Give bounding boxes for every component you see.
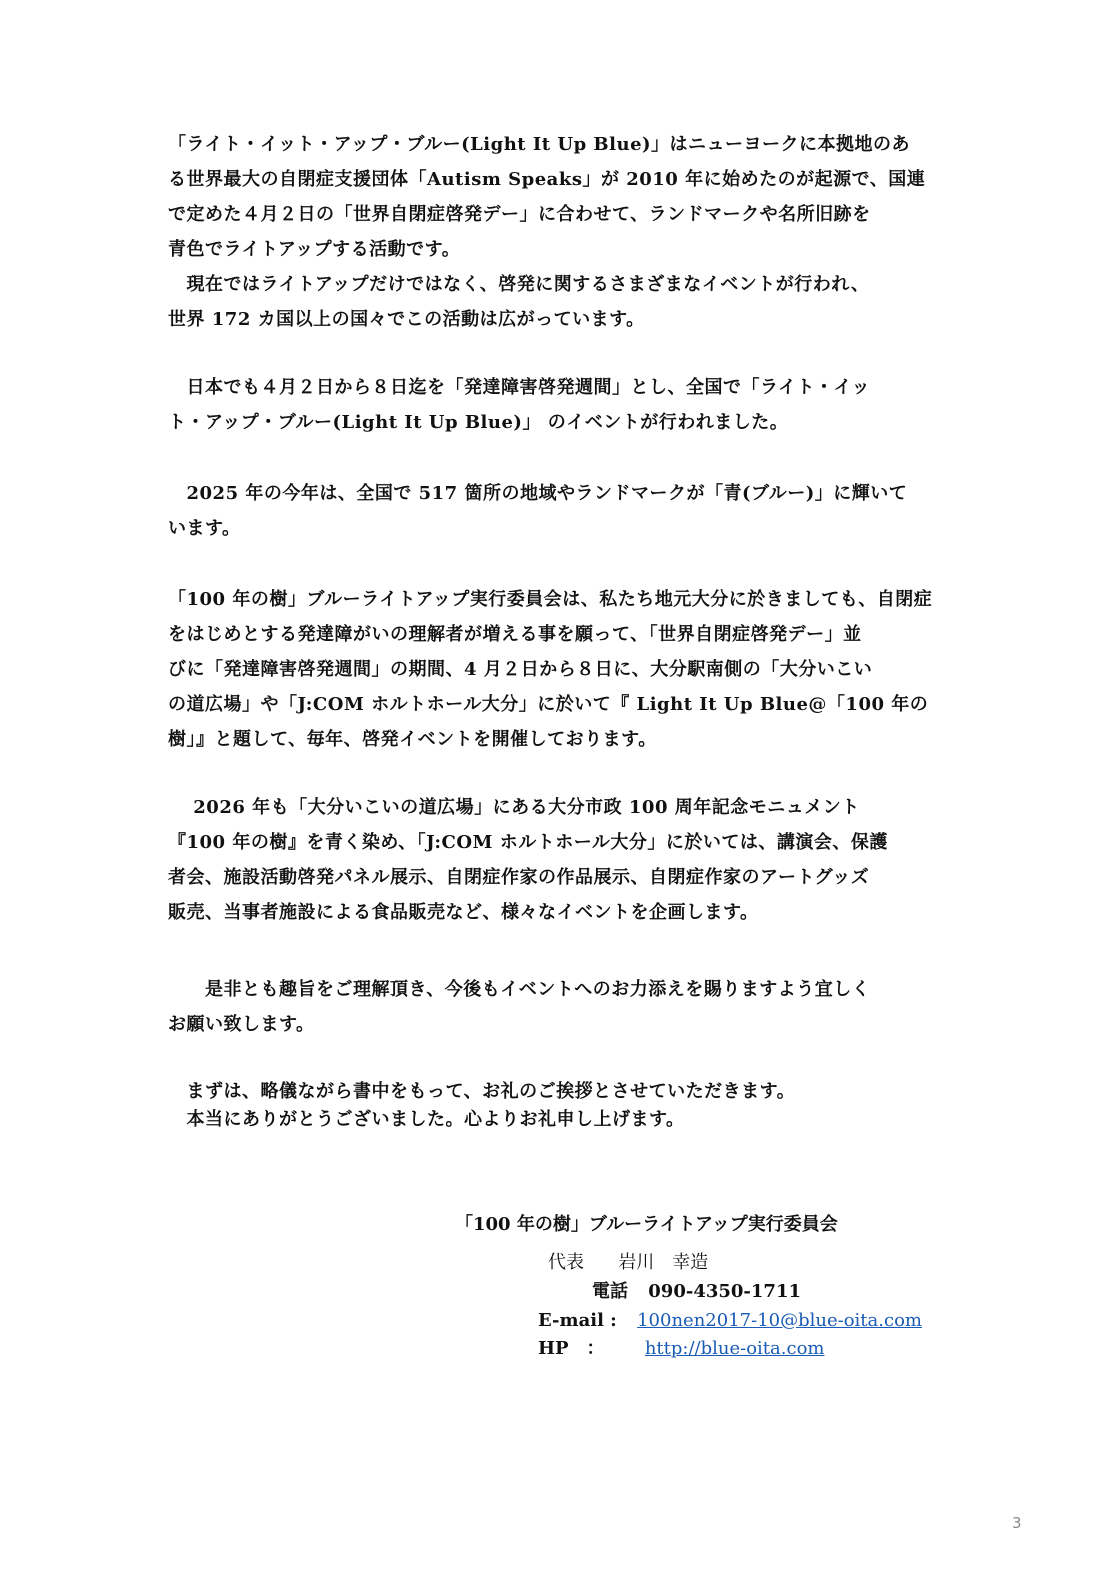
- email-label: E-mail :: [538, 1310, 617, 1331]
- hp-label: HP ：: [538, 1338, 605, 1359]
- rep-name: 岩川 幸造: [618, 1252, 709, 1273]
- text-line: 2025 年の今年は、全国で 517 箇所の地域やランドマークが「青(ブルー)」に輝いて: [168, 483, 908, 504]
- rep-label: 代表: [548, 1252, 584, 1273]
- text-line: をはじめとする発達障がいの理解者が増える事を願って、「世界自閉症啓発デー」並: [168, 624, 862, 645]
- text-line: る世界最大の自閉症支援団体「Autism Speaks」が 2010 年に始めたのが起源で、国連: [168, 169, 926, 190]
- text-line: 世界 172 カ国以上の国々でこの活動は広がっています。: [168, 309, 645, 330]
- text-line: ト・アップ・ブルー(Light It Up Blue)」 のイベントが行われました。: [168, 412, 789, 433]
- text-line: 樹」』と題して、毎年、啓発イベントを開催しております。: [168, 729, 657, 750]
- text-line: 「ライト・イット・アップ・ブルー(Light It Up Blue)」はニューヨークに本拠地のあ: [168, 134, 911, 155]
- signature-phone: [592, 1277, 801, 1307]
- phone-label: 電話: [592, 1281, 628, 1302]
- text-line: 是非とも趣旨をご理解頂き、今後もイベントへのお力添えを賜りますよう宜しく: [168, 979, 871, 1000]
- phone-number: 090-4350-1711: [648, 1281, 801, 1302]
- text-line: 青色でライトアップする活動です。: [168, 239, 461, 260]
- hp-link[interactable]: http://blue-oita.com: [644, 1338, 825, 1359]
- text-line: 「100 年の樹」ブルーライトアップ実行委員会は、私たち地元大分に於きましても、自閉症: [168, 589, 933, 610]
- text-line: 販売、当事者施設による食品販売など、様々なイベントを企画します。: [168, 902, 759, 923]
- text-line: 現在ではライトアップだけではなく、啓発に関するさまざまなイベントが行われ、: [168, 274, 870, 295]
- text-line: まずは、略儀ながら書中をもって、お礼のご挨拶とさせていただきます。: [168, 1081, 796, 1102]
- text-line: の道広場」や「J:COM ホルトホール大分」に於いて『 Light It Up Blue@「100 年の: [168, 694, 929, 715]
- paragraph-request: [168, 972, 918, 1042]
- text-line: 者会、施設活動啓発パネル展示、自閉症作家の作品展示、自閉症作家のアートグッズ: [168, 867, 870, 888]
- text-line: お願い致します。: [168, 1014, 315, 1035]
- signature-org: 「100 年の樹」ブルーライトアップ実行委員会: [455, 1214, 838, 1235]
- text-line: で定めた４月２日の「世界自閉症啓発デー」に合わせて、ランドマークや名所旧跡を: [168, 204, 871, 225]
- text-line: 日本でも４月２日から８日迄を「発達障害啓発週間」とし、全国で「ライト・イッ: [168, 377, 871, 398]
- text-line: います。: [168, 518, 241, 539]
- paragraph-committee: [168, 582, 933, 757]
- email-link[interactable]: 100nen2017-10@blue-oita.com: [637, 1310, 922, 1331]
- text-line: 2026 年も「大分いこいの道広場」にある大分市政 100 周年記念モニュメント: [168, 797, 860, 818]
- paragraph-japan: [168, 370, 918, 440]
- paragraph-closing: [168, 1078, 918, 1134]
- page-number: 3: [1012, 1514, 1022, 1532]
- text-line: 『100 年の樹』を青く染め、「J:COM ホルトホール大分」に於いては、講演会、保護: [168, 832, 888, 853]
- signature-email: [538, 1306, 922, 1336]
- paragraph-2025: [168, 476, 918, 546]
- text-line: びに「発達障害啓発週間」の期間、4 月２日から８日に、大分駅南側の「大分いこい: [168, 659, 873, 680]
- signature-rep: [548, 1248, 708, 1278]
- paragraph-2026: [168, 790, 918, 930]
- signature-hp: [538, 1334, 824, 1364]
- text-line: 本当にありがとうございました。心よりお礼申し上げます。: [168, 1109, 685, 1130]
- paragraph-intro: [168, 127, 926, 337]
